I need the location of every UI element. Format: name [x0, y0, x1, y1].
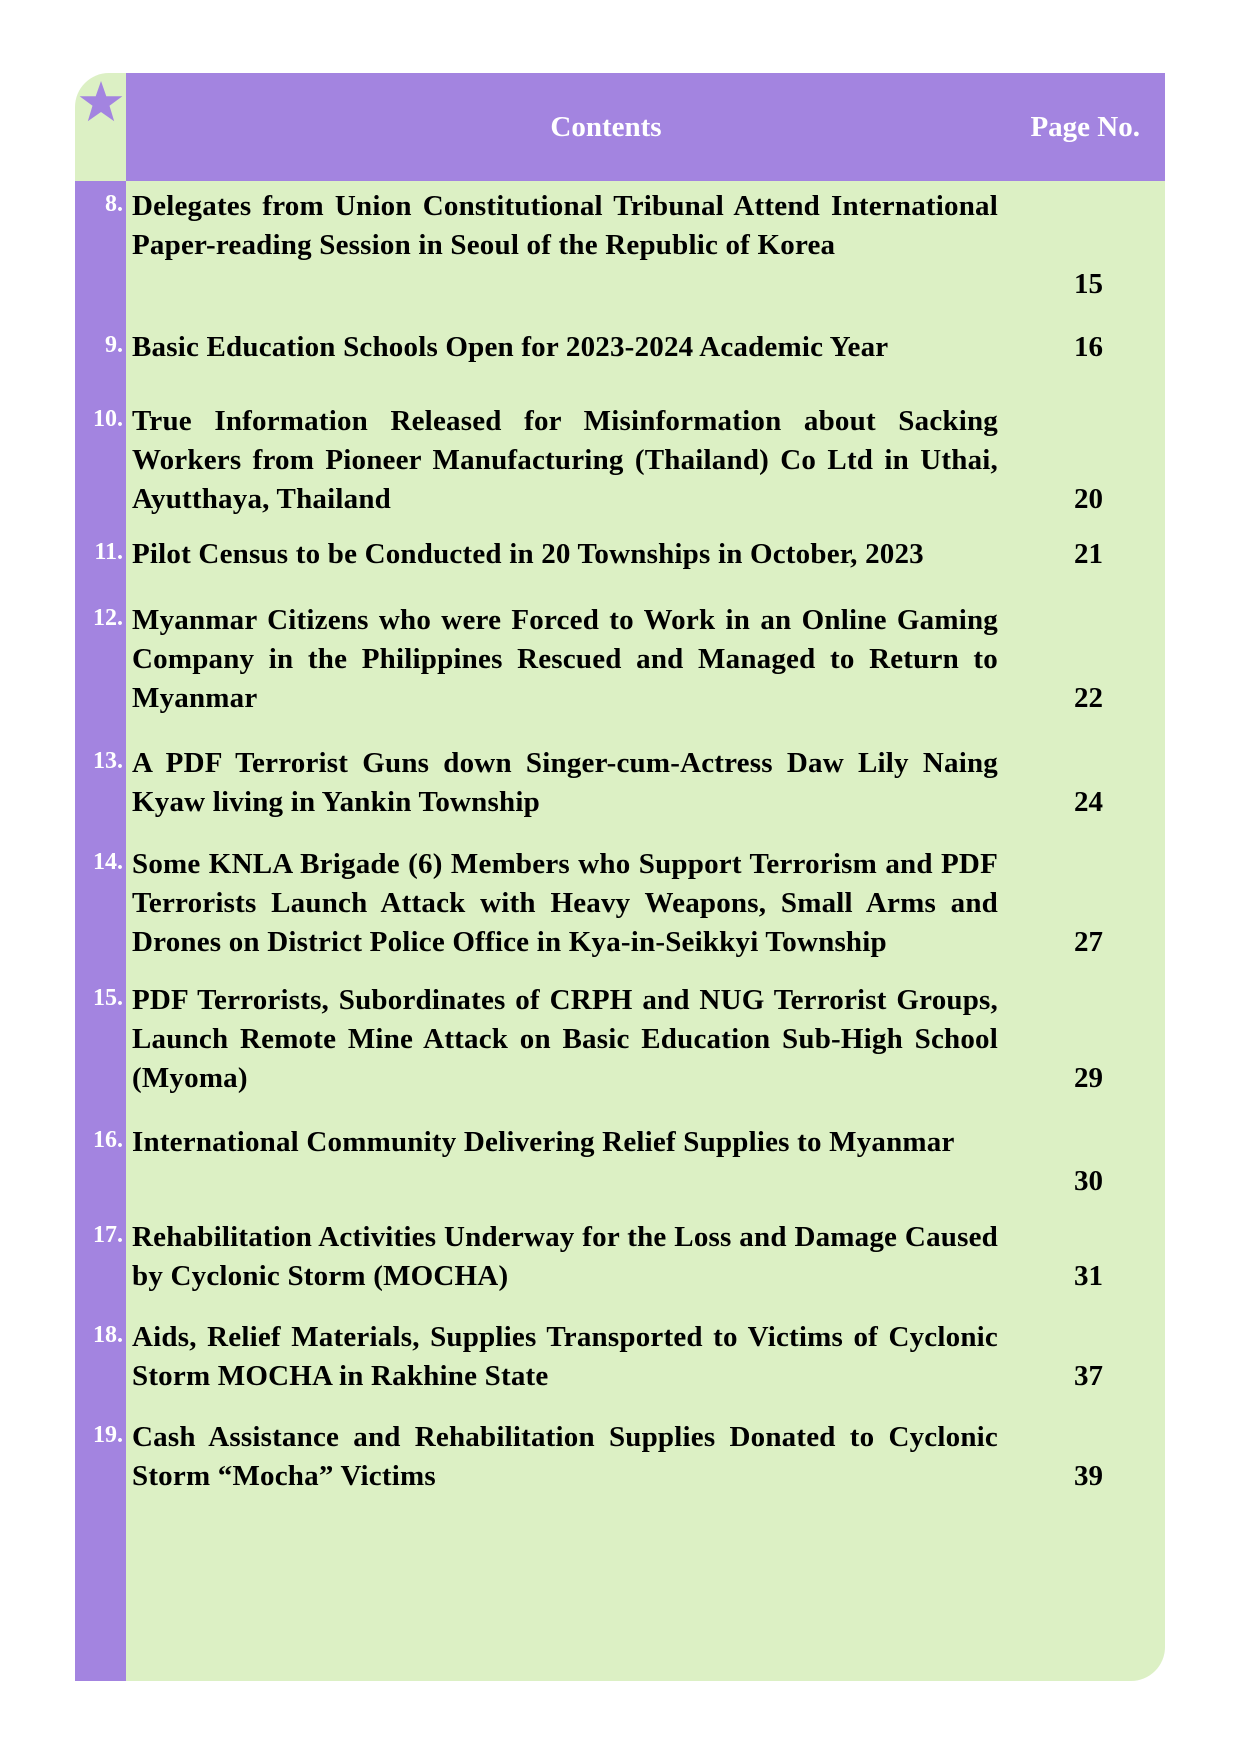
page-no-heading: Page No. [1030, 111, 1140, 143]
entry-number: 11. [94, 539, 123, 565]
entry-page-number: 21 [1074, 538, 1103, 570]
entry-number: 16. [93, 1127, 123, 1153]
entry-page-number: 27 [1074, 926, 1103, 958]
entry-page-number: 39 [1074, 1460, 1103, 1492]
entry-title: Delegates from Union Constitutional Tribunal Attend International Paper-reading Session in Seoul of the Republic of Korea [132, 190, 998, 261]
toc-list [75, 73, 1165, 1681]
entry-title: A PDF Terrorist Guns down Singer-cum-Actress Daw Lily Naing Kyaw living in Yankin Township [132, 747, 998, 818]
entry-title: Rehabilitation Activities Underway for the Loss and Damage Caused by Cyclonic Storm (MOCHA) [132, 1221, 998, 1292]
entry-number: 17. [93, 1222, 123, 1248]
entry-page-number: 30 [1074, 1165, 1103, 1197]
entry-page-number: 24 [1074, 786, 1103, 818]
entry-number: 19. [93, 1422, 123, 1448]
entry-page-number: 37 [1074, 1360, 1103, 1392]
contents-heading: Contents [550, 111, 662, 143]
entry-number: 10. [93, 406, 123, 432]
entry-number: 9. [105, 332, 123, 358]
entry-number: 13. [93, 748, 123, 774]
entry-number: 15. [93, 985, 123, 1011]
entry-page-number: 15 [1074, 268, 1103, 300]
entry-title: International Community Delivering Relief Supplies to Myanmar [132, 1126, 955, 1158]
entry-title: True Information Released for Misinformation about Sacking Workers from Pioneer Manufacturing (Thailand) Co Ltd in Uthai, Ayutthaya, Thailand [132, 405, 998, 515]
entry-title: Some KNLA Brigade (6) Members who Support Terrorism and PDF Terrorists Launch Attack with Heavy Weapons, Small Arms and Drones on District Police Office in Kya-in-Seikkyi Township [132, 848, 998, 958]
entry-page-number: 16 [1074, 331, 1103, 363]
entry-title: Basic Education Schools Open for 2023-2024 Academic Year [132, 331, 889, 363]
entry-title: Pilot Census to be Conducted in 20 Townships in October, 2023 [132, 538, 924, 570]
entry-title: PDF Terrorists, Subordinates of CRPH and NUG Terrorist Groups, Launch Remote Mine Attack on Basic Education Sub-High School (Myoma) [132, 984, 998, 1094]
entry-page-number: 22 [1074, 682, 1103, 714]
entry-page-number: 29 [1074, 1062, 1103, 1094]
entry-page-number: 31 [1074, 1260, 1103, 1292]
contents-panel [75, 73, 1165, 1681]
entry-number: 18. [93, 1322, 123, 1348]
entry-page-number: 20 [1074, 483, 1103, 515]
entry-title: Cash Assistance and Rehabilitation Supplies Donated to Cyclonic Storm “Mocha” Victims [132, 1421, 998, 1492]
entry-title: Aids, Relief Materials, Supplies Transported to Victims of Cyclonic Storm MOCHA in Rakhine State [132, 1321, 998, 1392]
entry-number: 8. [105, 191, 123, 217]
entry-title: Myanmar Citizens who were Forced to Work in an Online Gaming Company in the Philippines Rescued and Managed to Return to Myanmar [132, 604, 998, 714]
entry-number: 12. [93, 605, 123, 631]
entry-number: 14. [93, 849, 123, 875]
